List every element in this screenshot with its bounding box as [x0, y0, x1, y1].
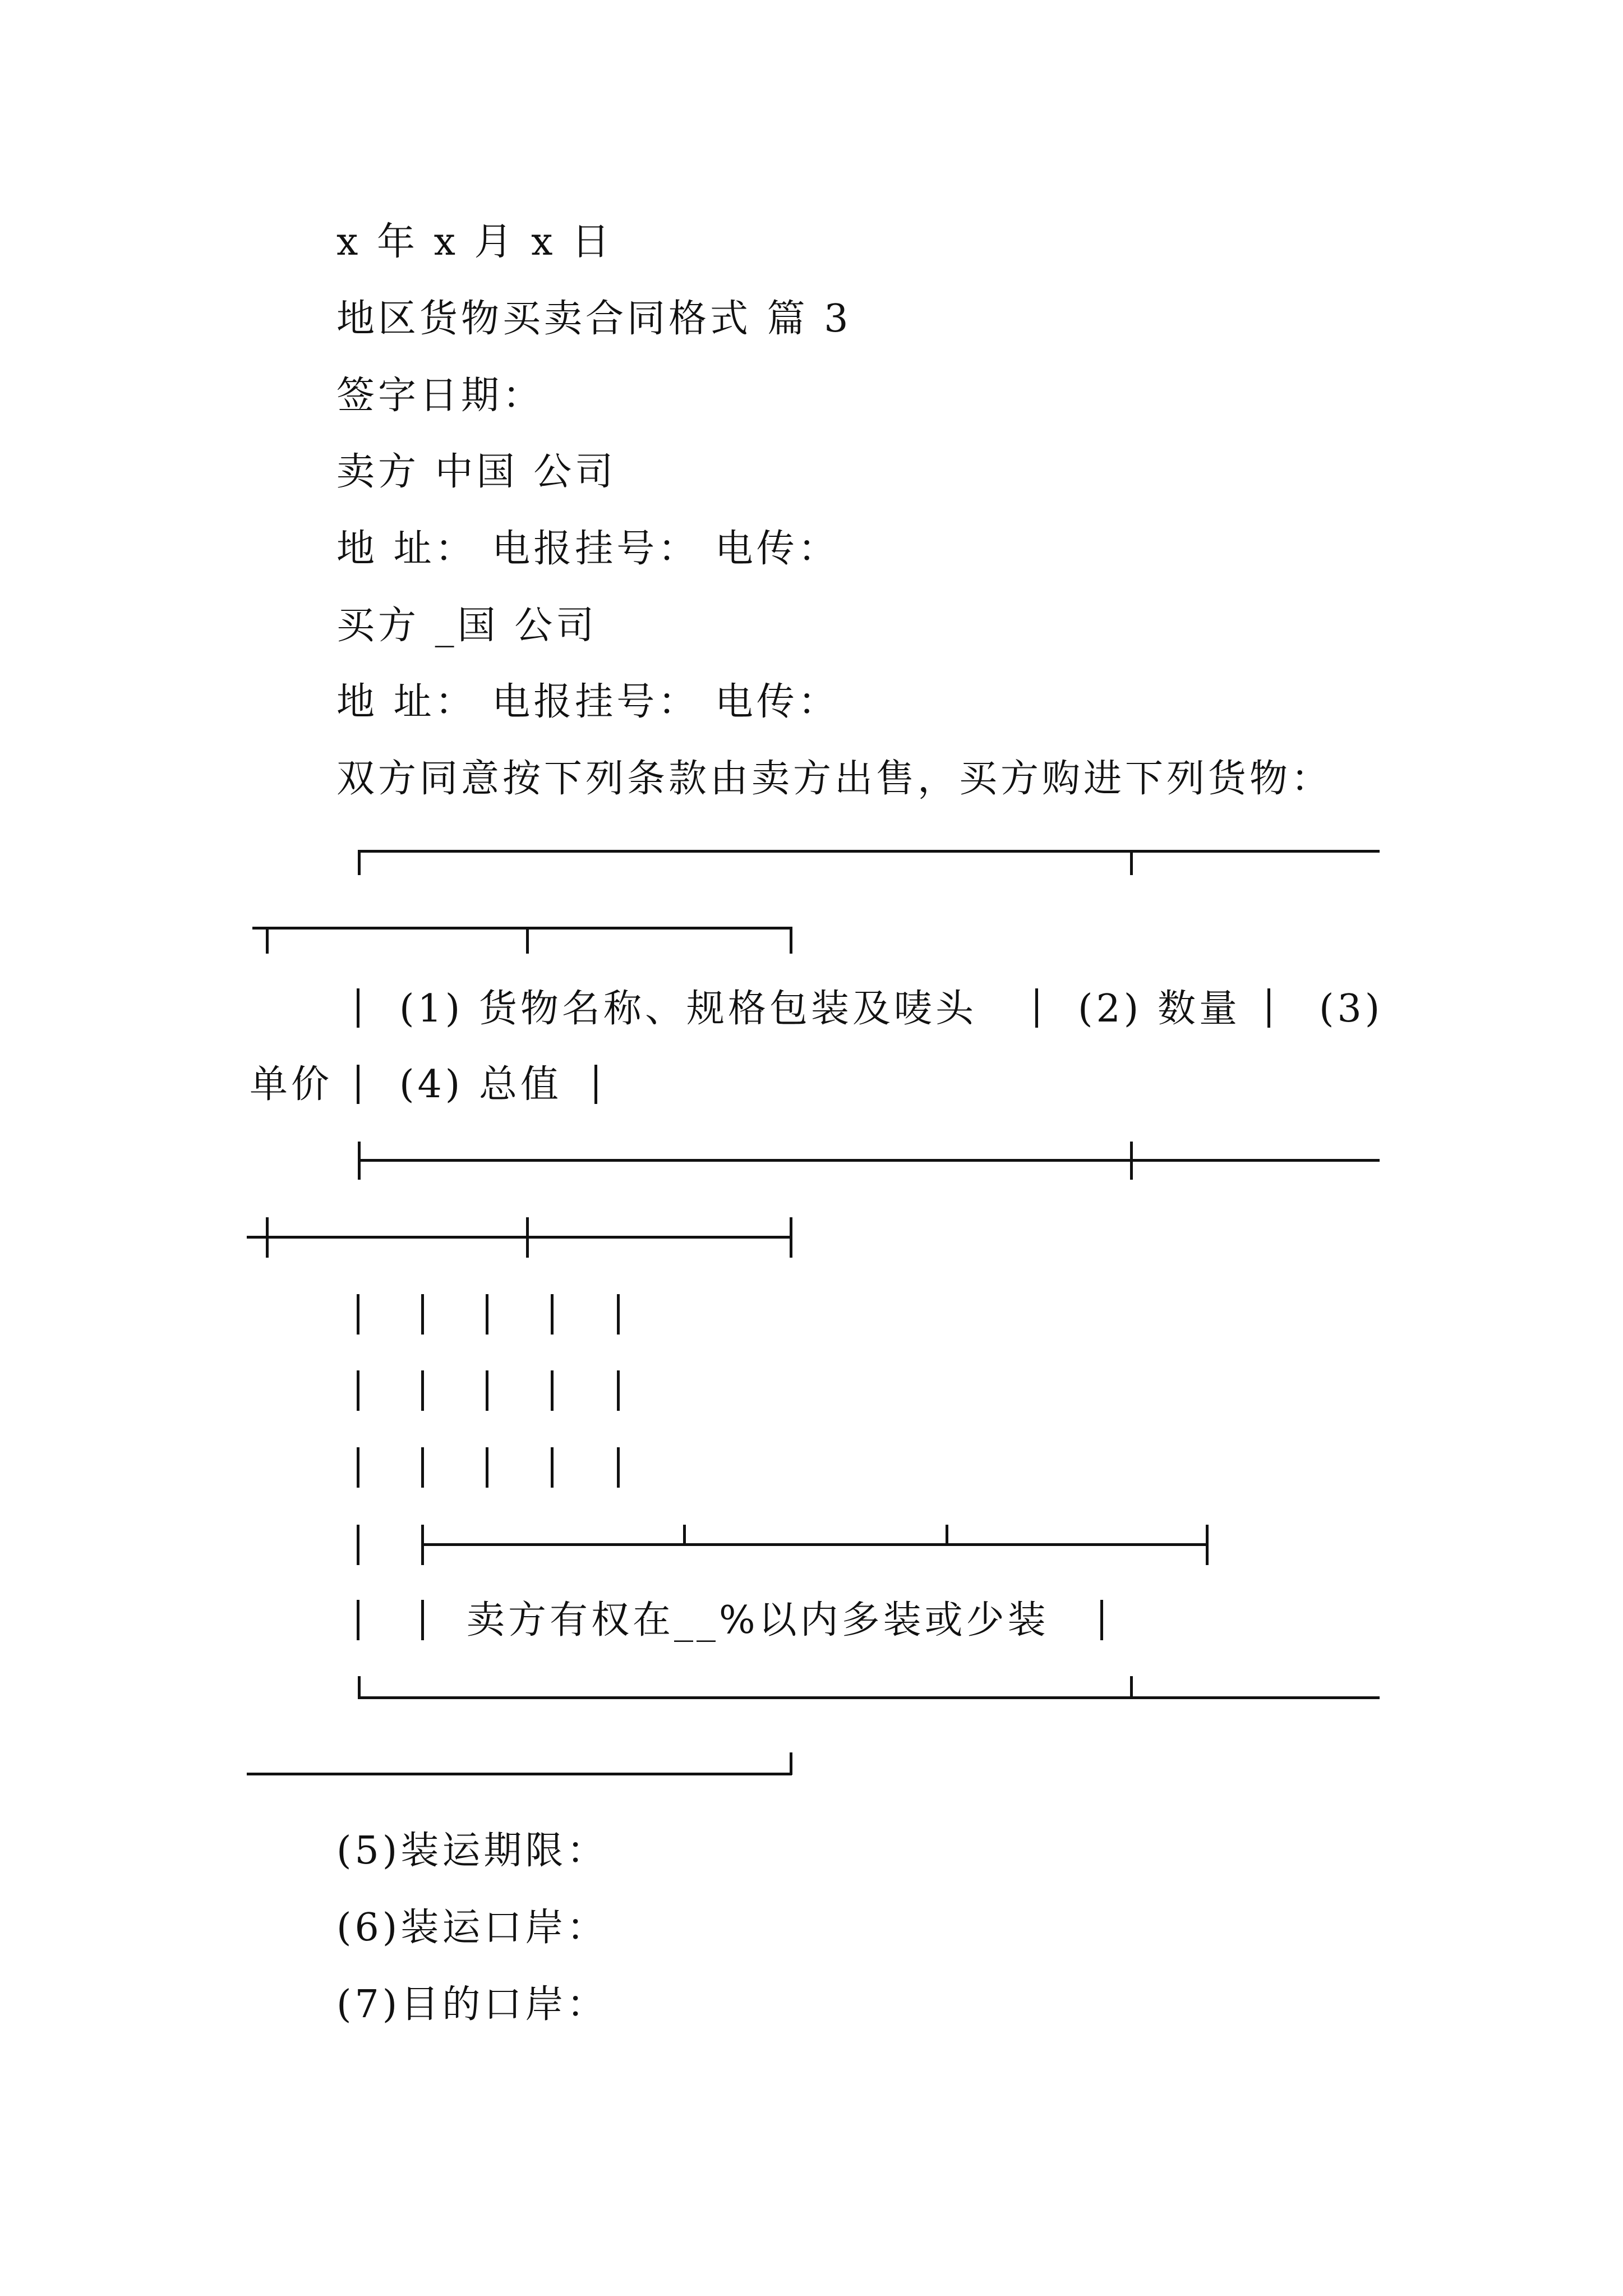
- table-divider: [1100, 1600, 1103, 1640]
- table-divider: [421, 1370, 424, 1411]
- agreement-line: 双方同意按下列条款由卖方出售，买方购进下列货物：: [336, 757, 1333, 801]
- shipment-period-label: (5)装运期限：: [336, 1829, 608, 1873]
- table-divider: [266, 927, 269, 954]
- table-divider: [357, 1447, 359, 1488]
- table-divider: [358, 850, 361, 875]
- table-divider: [421, 1525, 424, 1565]
- table-divider: [421, 1447, 424, 1488]
- table-divider: [594, 1065, 597, 1104]
- table-divider: [551, 1447, 554, 1488]
- sign-date-label: 签字日期：: [336, 374, 545, 418]
- table-divider: [683, 1525, 686, 1545]
- table-divider: [421, 1600, 424, 1640]
- table-divider: [1130, 1142, 1133, 1180]
- table-top-border-wrap: [252, 927, 792, 930]
- table-divider: [421, 1294, 424, 1335]
- table-divider: [526, 1217, 529, 1258]
- date-line: x 年 x 月 x 日: [336, 220, 614, 264]
- table-divider: [551, 1294, 554, 1335]
- contract-title: 地区货物买卖合同格式 篇 3: [336, 297, 852, 341]
- seller-line: 卖方 中国 公司: [336, 450, 617, 494]
- table-divider: [1130, 1676, 1133, 1697]
- table-divider: [358, 1142, 361, 1180]
- column-header-goods: (1) 货物名称、规格包装及唛头: [399, 987, 977, 1031]
- table-header-separator-wrap: [247, 1236, 792, 1239]
- table-divider: [486, 1370, 488, 1411]
- table-divider: [357, 1525, 359, 1565]
- table-bottom-border: [358, 1696, 1380, 1699]
- destination-port-label: (7)目的口岸：: [336, 1982, 608, 2027]
- table-divider: [790, 1217, 792, 1258]
- table-divider: [946, 1525, 948, 1545]
- table-divider: [551, 1370, 554, 1411]
- table-divider: [617, 1447, 620, 1488]
- column-header-unit-price: 单价: [250, 1062, 333, 1107]
- table-divider: [266, 1217, 269, 1258]
- column-header-unit-price-number: (3): [1319, 987, 1384, 1031]
- table-inner-border: [421, 1543, 1208, 1546]
- table-divider: [486, 1294, 488, 1335]
- table-bottom-border-wrap: [247, 1773, 792, 1775]
- table-divider: [1267, 988, 1270, 1028]
- table-divider: [1130, 850, 1133, 875]
- table-divider: [357, 1065, 359, 1104]
- table-divider: [357, 1294, 359, 1335]
- seller-address-line: 地 址： 电报挂号： 电传：: [336, 527, 840, 571]
- column-header-quantity: (2) 数量: [1078, 987, 1241, 1031]
- table-divider: [617, 1370, 620, 1411]
- column-header-total-value: (4) 总值: [399, 1062, 562, 1107]
- table-divider: [357, 1600, 359, 1640]
- table-header-separator: [358, 1159, 1380, 1162]
- table-divider: [1035, 988, 1038, 1028]
- table-divider: [526, 927, 529, 954]
- table-divider: [486, 1447, 488, 1488]
- table-divider: [358, 1676, 361, 1697]
- table-divider: [357, 988, 359, 1028]
- quantity-tolerance-note: 卖方有权在__%以内多装或少装: [467, 1598, 1049, 1642]
- buyer-address-line: 地 址： 电报挂号： 电传：: [336, 680, 840, 724]
- table-divider: [1206, 1525, 1209, 1565]
- table-divider: [617, 1294, 620, 1335]
- table-divider: [790, 927, 792, 954]
- table-top-border: [358, 850, 1380, 853]
- table-divider: [790, 1752, 792, 1775]
- table-divider: [357, 1370, 359, 1411]
- loading-port-label: (6)装运口岸：: [336, 1906, 608, 1950]
- buyer-line: 买方 _国 公司: [336, 604, 598, 648]
